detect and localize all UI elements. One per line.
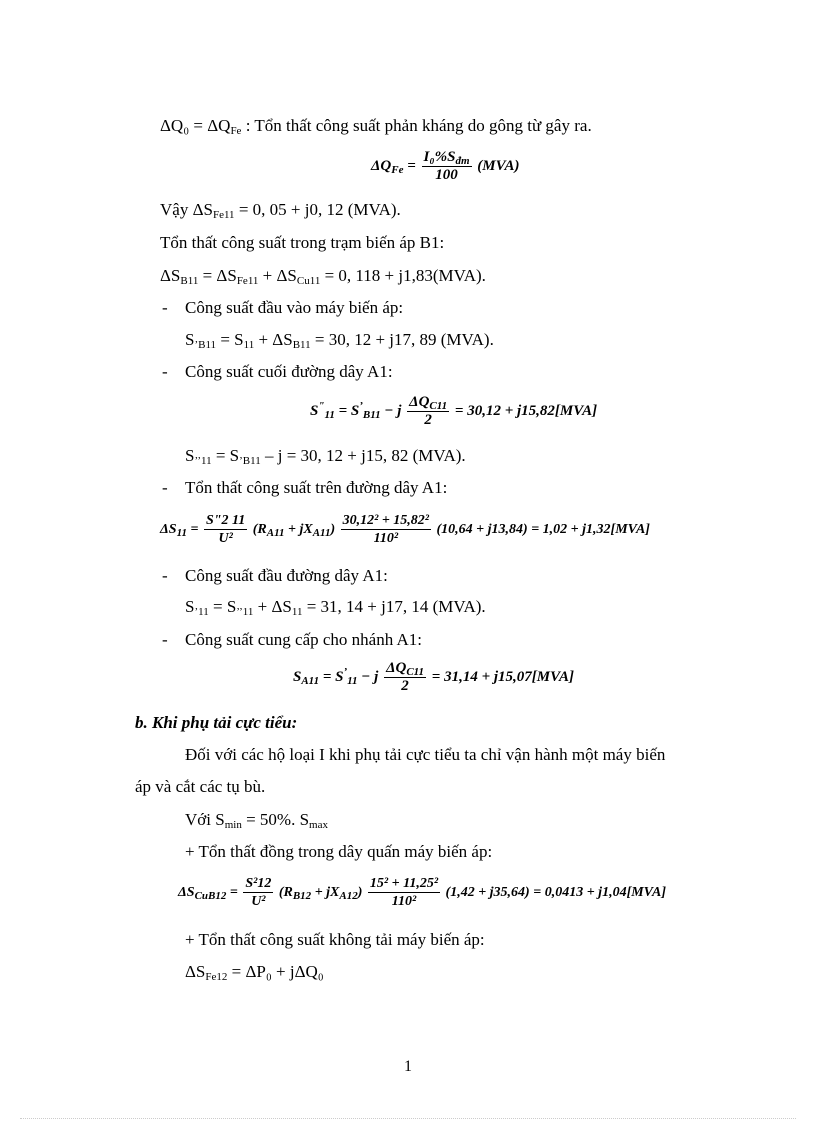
text-line-dsb11: $\Delta S_{B11} = \Delta S_{Fe11} + \Delta S_{Cu11} = 0$, 118 + j1,83(MVA). <box>160 266 486 287</box>
text-line-smin: Với $S_{min} = 50\%$. $S_{max}$ <box>185 810 328 831</box>
bullet-text-cung-cap: Công suất cung cấp cho nhánh A1: <box>185 630 423 649</box>
text-line-khong-tai: + Tổn thất công suất không tải máy biến áp: <box>185 930 485 949</box>
text-line-ton-that-tram: Tổn thất công suất trong trạm biến áp B1: <box>160 233 445 252</box>
text-line-ton-that-dong: + Tổn thất đồng trong dây quấn máy biến áp: <box>185 842 493 861</box>
paragraph-line-1: Đối với các hộ loại I khi phụ tải cực tiểu ta chỉ vận hành một máy biến <box>185 745 666 764</box>
text-line-s11p: $S_{’11} = S_{’’11} + \Delta S_{11} = 31$, 14 + j17, 14 (MVA). <box>185 597 486 618</box>
text-line-sb11: $S_{’B11} = S_{11} + \Delta S_{B11} = 30$, 12 + j17, 89 (MVA). <box>185 330 494 351</box>
formula-ds11: $\Delta S_{11}$ = $\frac{S"2 11}{\text{U²}}$ $(R_{A11} + jX_{A11})$ $\frac{\text{30,12² + 15,82²}}{\text{110²}}$ (10,64 + j13,84) = 1,02 + j1,32[MVA] <box>160 513 650 547</box>
formula-dscub12: $\Delta S_{CuB12}$ = $\frac{\text{S²12}}{\text{U²}}$ $(R_{B12} + jX_{A12})$ $\frac{\text{15² + 11,25²}}{\text{110²}}$ (1,42 + j35,64) = 0,0413 + j1,04[MVA] <box>178 876 666 910</box>
bullet-dash: - <box>162 478 168 497</box>
page-divider <box>20 1118 796 1119</box>
bullet-text-dau-vao: Công suất đầu vào máy biến áp: <box>185 298 404 317</box>
text-line-dq0: $\Delta Q_0 = \Delta Q_{Fe}$ : Tổn thất công suất phản kháng do gông từ gây ra. <box>160 116 592 137</box>
section-heading: b. Khi phụ tải cực tiểu: <box>135 713 298 732</box>
paragraph-line-2: áp và cắt các tụ bù. <box>135 777 266 796</box>
text-line-dsfe12: $\Delta S_{Fe12} = \Delta P_0 + j\Delta Q_0$ <box>185 962 324 983</box>
bullet-dash: - <box>162 298 168 317</box>
bullet-dash: - <box>162 630 168 649</box>
bullet-dash: - <box>162 566 168 585</box>
formula-sa11: $S_{A11} = S^’_{11} - j$ $\frac{\Delta Q_{C11}}{2}$ = 31,14 + j15,07[MVA] <box>293 660 575 695</box>
formula-s11: $S^"_{11} = S^’_{B11} - j$ $\frac{\Delta Q_{C11}}{2}$ = 30,12 + j15,82[MVA] <box>310 394 598 429</box>
page-number: 1 <box>404 1058 412 1075</box>
bullet-text-cuoi-duong-day: Công suất cuối đường dây A1: <box>185 362 393 381</box>
bullet-text-ton-that-duong-day: Tổn thất công suất trên đường dây A1: <box>185 478 448 497</box>
formula-dqfe: $\Delta Q_{Fe}$ = $\frac{I_0\%S_{đm}}{100}$ (MVA) <box>371 149 520 184</box>
text-line-vay: Vậy $\Delta S_{Fe11} = 0$, 05 + j0, 12 (MVA). <box>160 200 401 221</box>
bullet-dash: - <box>162 362 168 381</box>
bullet-text-dau-duong-day: Công suất đầu đường dây A1: <box>185 566 388 585</box>
text-line-s11pp: $S_{’’11} = S_{’B11} - j = 30$, 12 + j15, 82 (MVA). <box>185 446 466 467</box>
